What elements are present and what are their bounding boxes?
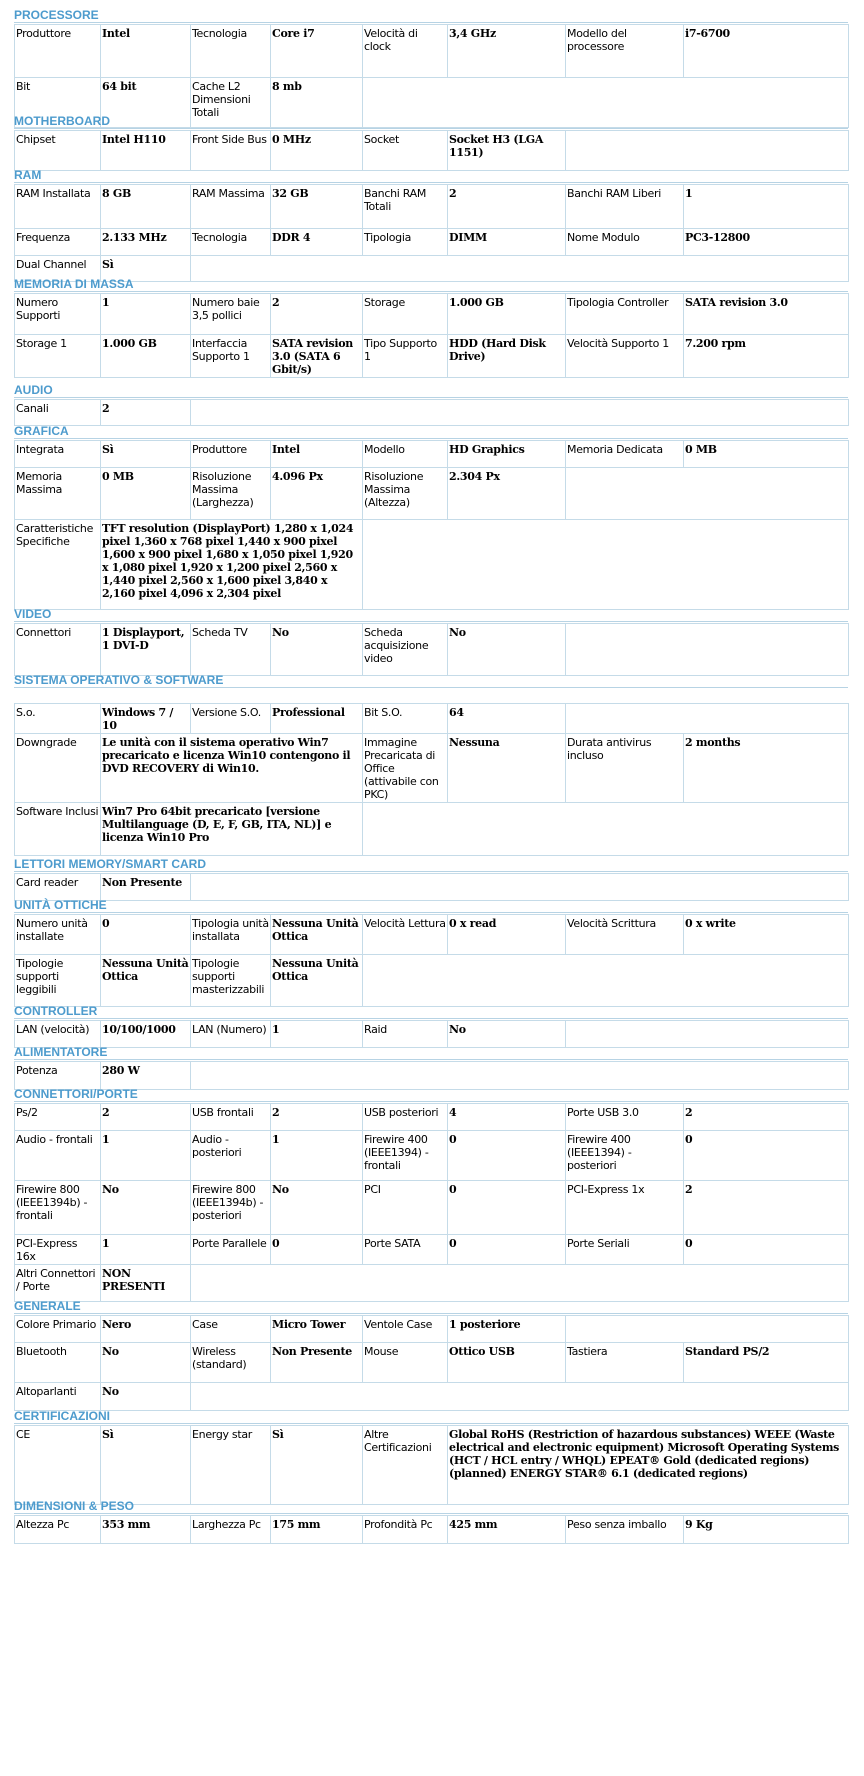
section-divider: [14, 1423, 848, 1424]
spec-value: 0 MHz: [271, 131, 363, 171]
section-divider: [14, 1101, 848, 1102]
spec-row: [15, 1516, 849, 1544]
empty-cell: [191, 1062, 849, 1090]
spec-label: Memoria Massima: [15, 468, 101, 520]
spec-label: Banchi RAM Totali: [363, 185, 448, 229]
spec-label: Ventole Case: [363, 1316, 448, 1343]
spec-value: PC3-12800: [684, 229, 849, 256]
spec-value: Windows 7 / 10: [101, 704, 191, 734]
spec-value: TFT resolution (DisplayPort) 1,280 x 1,024 pixel 1,360 x 768 pixel 1,440 x 900 pixel 1,600 x 900 pixel 1,680 x 1,050 pixel 1,920 x 1,080 pixel 1,920 x 1,200 pixel 2,560 x 1,440 pixel 2,560 x 1,600 pixel 3,840 x 2,160 pixel 4,096 x 2,304 pixel: [101, 520, 363, 610]
spec-row: [15, 400, 849, 426]
spec-value: Intel H110: [101, 131, 191, 171]
spec-label: Porte Parallele: [191, 1235, 271, 1265]
spec-label: Tipologie supporti leggibili: [15, 955, 101, 1007]
spec-row: [15, 441, 849, 468]
spec-label: Porte USB 3.0: [566, 1104, 684, 1131]
spec-row: [15, 1265, 849, 1302]
section-divider: [14, 871, 848, 872]
spec-label: Firewire 400 (IEEE1394) - posteriori: [566, 1131, 684, 1181]
spec-label: Risoluzione Massima (Altezza): [363, 468, 448, 520]
spec-value: Non Presente: [271, 1343, 363, 1383]
spec-row: [15, 1343, 849, 1383]
spec-label: Chipset: [15, 131, 101, 171]
spec-value: 1: [271, 1131, 363, 1181]
spec-label: Frequenza: [15, 229, 101, 256]
spec-value: 1 posteriore: [448, 1316, 566, 1343]
spec-value: 9 Kg: [684, 1516, 849, 1544]
section-title: MEMORIA DI MASSA: [14, 277, 134, 291]
spec-label: S.o.: [15, 704, 101, 734]
spec-label: USB posteriori: [363, 1104, 448, 1131]
section-header-audio: [14, 383, 848, 398]
spec-label: Immagine Precaricata di Office (attivabile con PKC): [363, 734, 448, 803]
spec-label: Ps/2: [15, 1104, 101, 1131]
spec-label: Energy star: [191, 1426, 271, 1505]
spec-label: Card reader: [15, 874, 101, 901]
section-divider: [14, 128, 848, 129]
section-title: GENERALE: [14, 1299, 81, 1313]
spec-label: Firewire 400 (IEEE1394) - frontali: [363, 1131, 448, 1181]
section-header-grafica: [14, 424, 848, 439]
spec-value: Sì: [101, 1426, 191, 1505]
spec-value: 1: [101, 294, 191, 335]
spec-value: 2.133 MHz: [101, 229, 191, 256]
spec-label: Numero baie 3,5 pollici: [191, 294, 271, 335]
spec-label: Audio - posteriori: [191, 1131, 271, 1181]
spec-label: Produttore: [191, 441, 271, 468]
spec-label: Firewire 800 (IEEE1394b) - posteriori: [191, 1181, 271, 1235]
spec-label: Porte SATA: [363, 1235, 448, 1265]
section-divider: [14, 291, 848, 292]
spec-value: Nessuna Unità Ottica: [101, 955, 191, 1007]
section-header-connettori-porte: [14, 1087, 848, 1102]
spec-label: Velocità di clock: [363, 25, 448, 78]
spec-label: RAM Massima: [191, 185, 271, 229]
spec-row: [15, 1383, 849, 1411]
section-title: ALIMENTATORE: [14, 1045, 108, 1059]
spec-value: Nero: [101, 1316, 191, 1343]
spec-value: Non Presente: [101, 874, 191, 901]
section-header-unita-ottiche: [14, 898, 848, 913]
spec-label: Scheda TV: [191, 624, 271, 676]
spec-label: Front Side Bus: [191, 131, 271, 171]
spec-value: 10/100/1000: [101, 1021, 191, 1048]
section-divider: [14, 1018, 848, 1019]
spec-row: [15, 1235, 849, 1265]
spec-value: Global RoHS (Restriction of hazardous substances) WEEE (Waste electrical and electronic equipment) Microsoft Operating Systems (HCT / HCL entry / WHQL) EPEAT® Gold (dedicated regions) (planned) ENERGY STAR® 6.1 (dedicated regions): [448, 1426, 849, 1505]
spec-value: 1: [271, 1021, 363, 1048]
spec-label: Connettori: [15, 624, 101, 676]
spec-value: 280 W: [101, 1062, 191, 1090]
spec-value: SATA revision 3.0: [684, 294, 849, 335]
spec-value: No: [271, 624, 363, 676]
spec-label: Wireless (standard): [191, 1343, 271, 1383]
spec-row: [15, 915, 849, 955]
spec-value: 2: [684, 1181, 849, 1235]
spec-value: 1: [101, 1131, 191, 1181]
spec-row: [15, 1426, 849, 1505]
spec-label: Numero unità installate: [15, 915, 101, 955]
section-header-controller: [14, 1004, 848, 1019]
empty-cell: [566, 1021, 849, 1048]
spec-value: 2.304 Px: [448, 468, 566, 520]
spec-row: [15, 1181, 849, 1235]
spec-value: 2 months: [684, 734, 849, 803]
spec-label: Downgrade: [15, 734, 101, 803]
spec-label: Integrata: [15, 441, 101, 468]
spec-label: Bit S.O.: [363, 704, 448, 734]
spec-value: 0 x write: [684, 915, 849, 955]
spec-label: CE: [15, 1426, 101, 1505]
section-title: RAM: [14, 168, 42, 182]
spec-label: Risoluzione Massima (Larghezza): [191, 468, 271, 520]
spec-value: 0 MB: [684, 441, 849, 468]
section-title: CONTROLLER: [14, 1004, 98, 1018]
spec-value: i7-6700: [684, 25, 849, 78]
spec-row: [15, 1021, 849, 1048]
spec-label: Tipologia: [363, 229, 448, 256]
spec-value: Standard PS/2: [684, 1343, 849, 1383]
spec-value: Intel: [271, 441, 363, 468]
spec-label: Peso senza imballo: [566, 1516, 684, 1544]
spec-row: [15, 624, 849, 676]
section-divider: [14, 22, 848, 23]
spec-row: [15, 1062, 849, 1090]
spec-row: [15, 294, 849, 335]
spec-value: 0: [684, 1235, 849, 1265]
spec-label: Canali: [15, 400, 101, 426]
section-title: VIDEO: [14, 607, 52, 621]
spec-value: 8 GB: [101, 185, 191, 229]
spec-label: Storage: [363, 294, 448, 335]
spec-value: No: [448, 1021, 566, 1048]
spec-label: Modello del processore: [566, 25, 684, 78]
spec-table-audio: [14, 399, 849, 426]
spec-value: Ottico USB: [448, 1343, 566, 1383]
spec-label: Tipologia unità installata: [191, 915, 271, 955]
spec-value: NON PRESENTI: [101, 1265, 191, 1302]
spec-value: Sì: [101, 256, 191, 282]
spec-value: 8 mb: [271, 78, 363, 128]
empty-cell: [566, 468, 849, 520]
spec-value: 0: [448, 1181, 566, 1235]
spec-value: No: [101, 1181, 191, 1235]
section-title: AUDIO: [14, 383, 53, 397]
spec-label: Tipologia Controller: [566, 294, 684, 335]
section-header-dimensioni-peso: [14, 1499, 848, 1514]
spec-table-video: [14, 623, 849, 676]
spec-label: Tastiera: [566, 1343, 684, 1383]
spec-value: No: [448, 624, 566, 676]
spec-label: Colore Primario: [15, 1316, 101, 1343]
section-divider: [14, 621, 848, 622]
spec-row: [15, 1104, 849, 1131]
spec-value: 1.000 GB: [448, 294, 566, 335]
spec-value: 4.096 Px: [271, 468, 363, 520]
spec-value: DIMM: [448, 229, 566, 256]
spec-label: Profondità Pc: [363, 1516, 448, 1544]
section-header-generale: [14, 1299, 848, 1314]
spec-label: Cache L2 Dimensioni Totali: [191, 78, 271, 128]
spec-label: Altezza Pc: [15, 1516, 101, 1544]
spec-label: Banchi RAM Liberi: [566, 185, 684, 229]
spec-value: No: [271, 1181, 363, 1235]
spec-label: Storage 1: [15, 335, 101, 378]
spec-value: Socket H3 (LGA 1151): [448, 131, 566, 171]
spec-label: PCI: [363, 1181, 448, 1235]
spec-label: Tipologie supporti masterizzabili: [191, 955, 271, 1007]
spec-value: 425 mm: [448, 1516, 566, 1544]
spec-label: Larghezza Pc: [191, 1516, 271, 1544]
spec-row: [15, 803, 849, 856]
spec-label: Firewire 800 (IEEE1394b) - frontali: [15, 1181, 101, 1235]
section-divider: [14, 912, 848, 913]
section-divider: [14, 1513, 848, 1514]
spec-value: 2: [271, 1104, 363, 1131]
spec-value: 0: [684, 1131, 849, 1181]
section-header-processore: [14, 8, 848, 23]
spec-table-processore: [14, 24, 849, 128]
spec-table-controller: [14, 1020, 849, 1048]
spec-value: Sì: [101, 441, 191, 468]
spec-value: Sì: [271, 1426, 363, 1505]
spec-value: Nessuna Unità Ottica: [271, 915, 363, 955]
spec-value: No: [101, 1383, 191, 1411]
spec-value: 1: [101, 1235, 191, 1265]
section-header-memoria-di-massa: [14, 277, 848, 292]
section-title: GRAFICA: [14, 424, 69, 438]
spec-value: 2: [448, 185, 566, 229]
spec-table-motherboard: [14, 130, 849, 171]
section-title: UNITÀ OTTICHE: [14, 898, 107, 912]
empty-cell: [191, 1383, 849, 1411]
spec-label: Durata antivirus incluso: [566, 734, 684, 803]
section-title: CERTIFICAZIONI: [14, 1409, 110, 1423]
section-divider: [14, 687, 848, 688]
spec-label: LAN (velocità): [15, 1021, 101, 1048]
spec-row: [15, 229, 849, 256]
spec-value: 1.000 GB: [101, 335, 191, 378]
section-header-lettori-memory-smart-card: [14, 857, 848, 872]
spec-value: Professional: [271, 704, 363, 734]
empty-cell: [363, 520, 849, 610]
spec-row: [15, 25, 849, 78]
section-title: SISTEMA OPERATIVO & SOFTWARE: [14, 673, 224, 687]
spec-table-lettori-memory-smart-card: [14, 873, 849, 901]
section-header-alimentatore: [14, 1045, 848, 1060]
spec-row: [15, 704, 849, 734]
section-divider: [14, 182, 848, 183]
spec-value: 3,4 GHz: [448, 25, 566, 78]
empty-cell: [566, 131, 849, 171]
spec-value: DDR 4: [271, 229, 363, 256]
spec-value: 353 mm: [101, 1516, 191, 1544]
spec-value: Nessuna Unità Ottica: [271, 955, 363, 1007]
section-title: LETTORI MEMORY/SMART CARD: [14, 857, 206, 871]
spec-value: 4: [448, 1104, 566, 1131]
spec-label: PCI-Express 16x: [15, 1235, 101, 1265]
spec-value: 0: [448, 1131, 566, 1181]
empty-cell: [191, 400, 849, 426]
spec-row: [15, 131, 849, 171]
section-divider: [14, 1313, 848, 1314]
spec-label: RAM Installata: [15, 185, 101, 229]
section-title: PROCESSORE: [14, 8, 99, 22]
spec-label: Altoparlanti: [15, 1383, 101, 1411]
section-title: CONNETTORI/PORTE: [14, 1087, 138, 1101]
spec-label: Interfaccia Supporto 1: [191, 335, 271, 378]
spec-value: 0: [448, 1235, 566, 1265]
spec-table-generale: [14, 1315, 849, 1411]
spec-label: Socket: [363, 131, 448, 171]
section-header-ram: [14, 168, 848, 183]
spec-label: Altre Certificazioni: [363, 1426, 448, 1505]
section-header-sistema-operativo-software: [14, 673, 848, 688]
spec-value: Le unità con il sistema operativo Win7 precaricato e licenza Win10 contengono il DVD RECOVERY di Win10.: [101, 734, 363, 803]
spec-label: Versione S.O.: [191, 704, 271, 734]
spec-label: Raid: [363, 1021, 448, 1048]
spec-label: PCI-Express 1x: [566, 1181, 684, 1235]
spec-label: Modello: [363, 441, 448, 468]
spec-value: 0: [271, 1235, 363, 1265]
spec-value: No: [101, 1343, 191, 1383]
spec-label: Case: [191, 1316, 271, 1343]
spec-label: Audio - frontali: [15, 1131, 101, 1181]
section-divider: [14, 397, 848, 398]
spec-value: HD Graphics: [448, 441, 566, 468]
spec-row: [15, 468, 849, 520]
section-title: MOTHERBOARD: [14, 114, 110, 128]
spec-table-unita-ottiche: [14, 914, 849, 1007]
empty-cell: [566, 624, 849, 676]
spec-value: 64: [448, 704, 566, 734]
spec-table-ram: [14, 184, 849, 282]
spec-label: Velocità Supporto 1: [566, 335, 684, 378]
spec-value: 0 x read: [448, 915, 566, 955]
spec-label: Caratteristiche Specifiche: [15, 520, 101, 610]
spec-row: [15, 520, 849, 610]
spec-row: [15, 955, 849, 1007]
spec-table-sistema-operativo-software: [14, 703, 849, 856]
spec-label: USB frontali: [191, 1104, 271, 1131]
spec-value: 0: [101, 915, 191, 955]
spec-value: 2: [684, 1104, 849, 1131]
spec-table-alimentatore: [14, 1061, 849, 1090]
spec-table-connettori-porte: [14, 1103, 849, 1302]
spec-label: Nome Modulo: [566, 229, 684, 256]
empty-cell: [191, 874, 849, 901]
spec-label: Tipo Supporto 1: [363, 335, 448, 378]
spec-row: [15, 1316, 849, 1343]
spec-value: Core i7: [271, 25, 363, 78]
section-divider: [14, 438, 848, 439]
spec-row: [15, 1131, 849, 1181]
spec-value: Intel: [101, 25, 191, 78]
spec-label: Tecnologia: [191, 229, 271, 256]
spec-label: LAN (Numero): [191, 1021, 271, 1048]
spec-label: Produttore: [15, 25, 101, 78]
spec-table-certificazioni: [14, 1425, 849, 1505]
section-header-video: [14, 607, 848, 622]
spec-value: 7.200 rpm: [684, 335, 849, 378]
empty-cell: [566, 704, 849, 734]
empty-cell: [566, 1316, 849, 1343]
empty-cell: [363, 803, 849, 856]
spec-value: Win7 Pro 64bit precaricato [versione Multilanguage (D, E, F, GB, ITA, NL)] e licenza Win10 Pro: [101, 803, 363, 856]
spec-value: 64 bit: [101, 78, 191, 128]
spec-label: Altri Connettori / Porte: [15, 1265, 101, 1302]
spec-row: [15, 335, 849, 378]
spec-label: Porte Seriali: [566, 1235, 684, 1265]
spec-value: 1 Displayport, 1 DVI-D: [101, 624, 191, 676]
spec-value: 2: [271, 294, 363, 335]
spec-value: 175 mm: [271, 1516, 363, 1544]
spec-value: 0 MB: [101, 468, 191, 520]
spec-label: Scheda acquisizione video: [363, 624, 448, 676]
section-header-certificazioni: [14, 1409, 848, 1424]
spec-label: Velocità Scrittura: [566, 915, 684, 955]
spec-label: Velocità Lettura: [363, 915, 448, 955]
spec-value: 2: [101, 1104, 191, 1131]
spec-label: Software Inclusi: [15, 803, 101, 856]
spec-label: Dual Channel: [15, 256, 101, 282]
section-divider: [14, 1059, 848, 1060]
empty-cell: [191, 1265, 849, 1302]
spec-value: 1: [684, 185, 849, 229]
spec-value: Micro Tower: [271, 1316, 363, 1343]
spec-table-dimensioni-peso: [14, 1515, 849, 1544]
spec-row: [15, 734, 849, 803]
spec-label: Bluetooth: [15, 1343, 101, 1383]
spec-label: Bit: [15, 78, 101, 128]
spec-label: Potenza: [15, 1062, 101, 1090]
spec-value: HDD (Hard Disk Drive): [448, 335, 566, 378]
empty-cell: [363, 955, 849, 1007]
spec-value: Nessuna: [448, 734, 566, 803]
spec-row: [15, 185, 849, 229]
spec-row: [15, 874, 849, 901]
spec-label: Mouse: [363, 1343, 448, 1383]
spec-label: Memoria Dedicata: [566, 441, 684, 468]
spec-label: Tecnologia: [191, 25, 271, 78]
spec-value: 32 GB: [271, 185, 363, 229]
section-header-motherboard: [14, 114, 848, 129]
spec-label: Numero Supporti: [15, 294, 101, 335]
spec-value: 2: [101, 400, 191, 426]
spec-value: SATA revision 3.0 (SATA 6 Gbit/s): [271, 335, 363, 378]
spec-table-memoria-di-massa: [14, 293, 849, 378]
spec-table-grafica: [14, 440, 849, 610]
section-title: DIMENSIONI & PESO: [14, 1499, 135, 1513]
